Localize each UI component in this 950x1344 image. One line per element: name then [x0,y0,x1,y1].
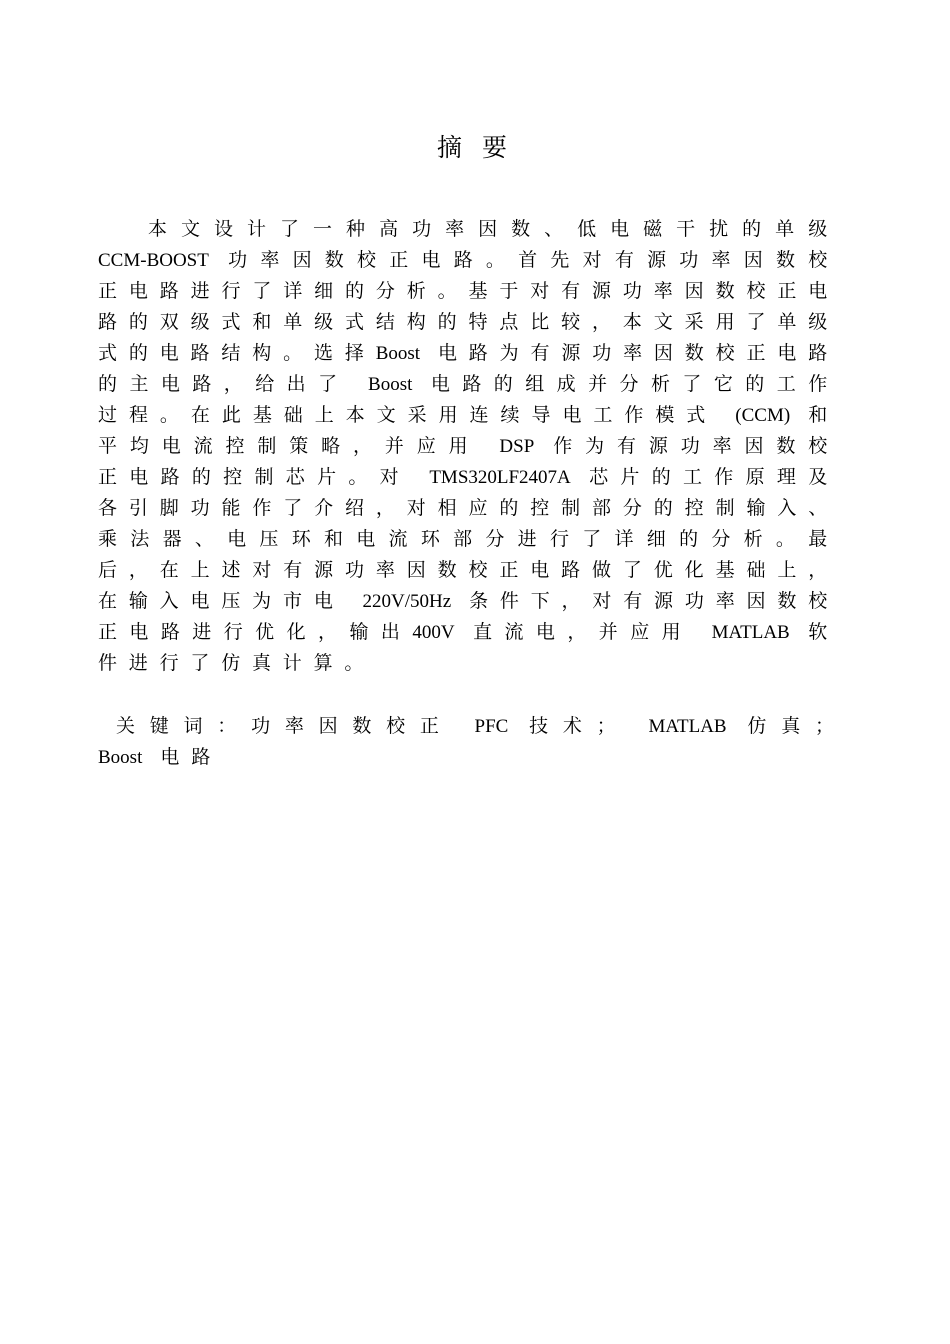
abstract-term: MATLAB [711,622,790,643]
abstract-text: 作为有源功率因数校正电路的控制芯片。对 [98,435,840,488]
keywords-line [98,711,846,773]
abstract-text: 软件进行了仿真计算。 [98,621,840,674]
abstract-term: 220V/50Hz [362,591,452,612]
abstract-text: 电路的组成并分析了它的工作过程。在此基础上本文采用连续导电工作模式 [98,373,839,426]
keywords-text: 技术； [529,715,628,737]
abstract-body [98,214,839,679]
abstract-text: 芯片的工作原理及各引脚功能作了介绍，对相应的控制部分的控制输入、乘法器、电压环和电流环部分进行了详细的分析。最后，在上述对有源功率因数校正电路做了优化基础上，在输入电压为市电 [98,466,839,612]
abstract-text: 功率因数校正电路。首先对有源功率因数校正电路进行了详细的分析。基于对有源功率因数校正电路的双级式和单级式结构的特点比较，本文采用了单级式的电路结构。选择 [98,249,839,364]
keywords-text: 关键词：功率因数校正 [116,715,454,737]
abstract-term: Boost [375,343,421,364]
abstract-text: 和平均电流控制策略，并应用 [98,404,840,457]
abstract-text: 直流电，并应用 [473,621,694,643]
keyword-term: MATLAB [648,716,727,737]
abstract-term: 400V [412,622,455,643]
keywords-text: 仿真； [747,715,846,737]
keyword-term: Boost [98,747,143,768]
abstract-text: 条件下，对有源功率因数校正电路进行优化，输出 [98,590,839,643]
page-title: 摘 要 [437,133,513,162]
abstract-text: 电路为有源功率因数校正电路的主电路，给出了 [98,342,840,395]
abstract-term: DSP [499,436,535,457]
abstract-term: (CCM) [735,405,791,426]
keywords-text: 电路 [160,746,223,768]
abstract-term: Boost [368,374,413,395]
keyword-term: PFC [474,716,509,737]
abstract-term: TMS320LF2407A [429,467,571,488]
abstract-term: CCM-BOOST [98,250,209,271]
abstract-text: 本文设计了一种高功率因数、低电磁干扰的单级 [148,218,839,240]
